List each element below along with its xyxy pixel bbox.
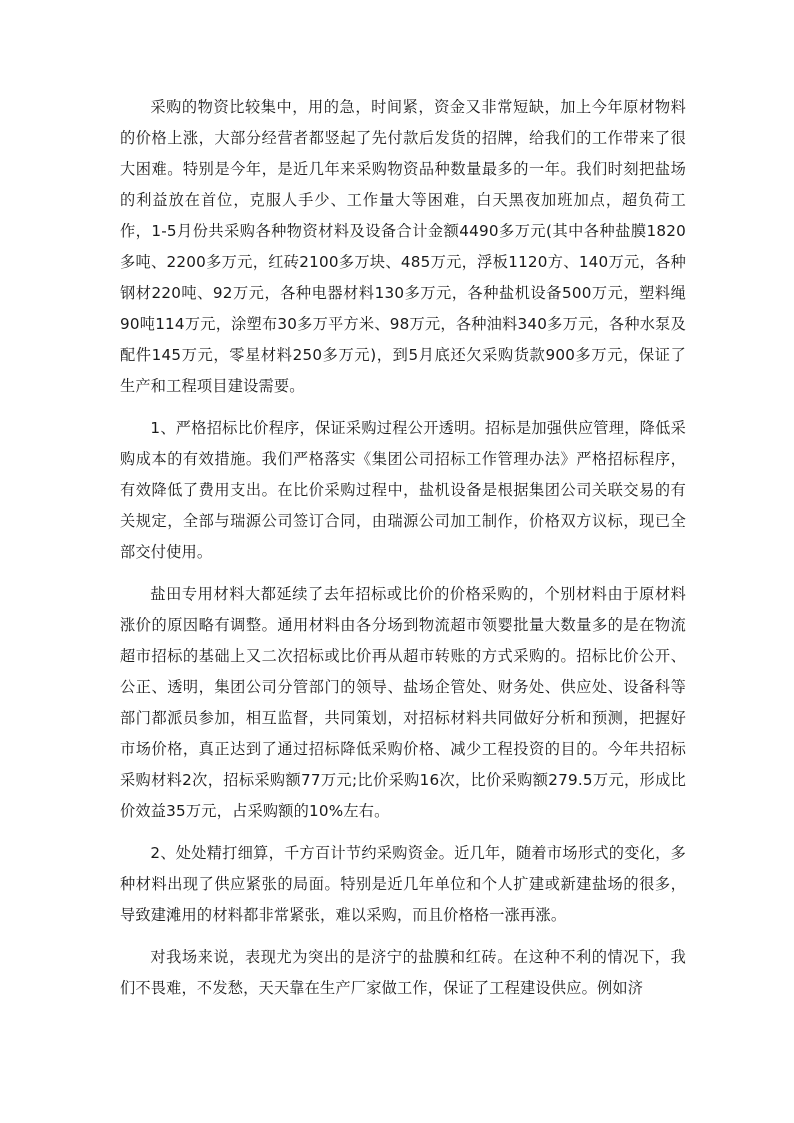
document-page <box>120 92 686 1004</box>
paragraph-cost-saving: 2、处处精打细算，千方百计节约采购资金。近几年，随着市场形式的变化，多种材料出现了供应紧张的局面。特别是近几年单位和个人扩建或新建盐场的很多，导致建滩用的材料都非常紧张，难以采购，而且价格格一涨再涨。 <box>120 844 686 924</box>
paragraph-spacer <box>120 931 686 942</box>
paragraph-spacer <box>120 827 686 838</box>
paragraph-jining-supply: 对我场来说，表现尤为突出的是济宁的盐膜和红砖。在这种不利的情况下，我们不畏难，不发愁，天天靠在生产厂家做工作，保证了工程建设供应。例如济 <box>120 948 686 997</box>
paragraph-procurement-summary: 采购的物资比较集中，用的急，时间紧，资金又非常短缺，加上今年原材物料的价格上涨，大部分经营者都竖起了先付款后发货的招牌，给我们的工作带来了很大困难。特别是今年，是近几年来采购物资品种数量最多的一年。我们时刻把盐场的利益放在首位，克服人手少、工作量大等困难，白天黑夜加班加点，超负荷工作，1-5月份共采购各种物资材料及设备合计金额4490多万元(其中各种盐膜1820多吨、2200多万元，红砖2100多万块、485万元，浮板1120方、140万元，各种钢材220吨、92万元，各种电器材料130多万元，各种盐机设备500万元，塑料绳90吨114万元，涂塑布30多万平方米、98万元，各种油料340多万元，各种水泵及配件145万元，零星材料250多万元)，到5月底还欠采购货款900多万元，保证了生产和工程项目建设需要。 <box>120 98 686 395</box>
paragraph-spacer <box>120 402 686 413</box>
paragraph-bidding-procedure: 1、严格招标比价程序，保证采购过程公开透明。招标是加强供应管理，降低采购成本的有效措施。我们严格落实《集团公司招标工作管理办法》严格招标程序，有效降低了费用支出。在比价采购过程中，盐机设备是根据集团公司关联交易的有关规定，全部与瑞源公司签订合同，由瑞源公司加工制作，价格双方议标，现已全部交付使用。 <box>120 419 686 561</box>
paragraph-spacer <box>120 568 686 579</box>
paragraph-salt-field-materials: 盐田专用材料大都延续了去年招标或比价的价格采购的，个别材料由于原材料涨价的原因略有调整。通用材料由各分场到物流超市领婴批量大数量多的是在物流超市招标的基础上又二次招标或比价再从超市转账的方式采购的。招标比价公开、公正、透明，集团公司分管部门的领导、盐场企管处、财务处、供应处、设备科等部门都派员参加，相互监督，共同策划，对招标材料共同做好分析和预测，把握好市场价格，真正达到了通过招标降低采购价格、减少工程投资的目的。今年共招标采购材料2次，招标采购额77万元;比价采购16次，比价采购额279.5万元，形成比价效益35万元，占采购额的10%左右。 <box>120 585 686 820</box>
